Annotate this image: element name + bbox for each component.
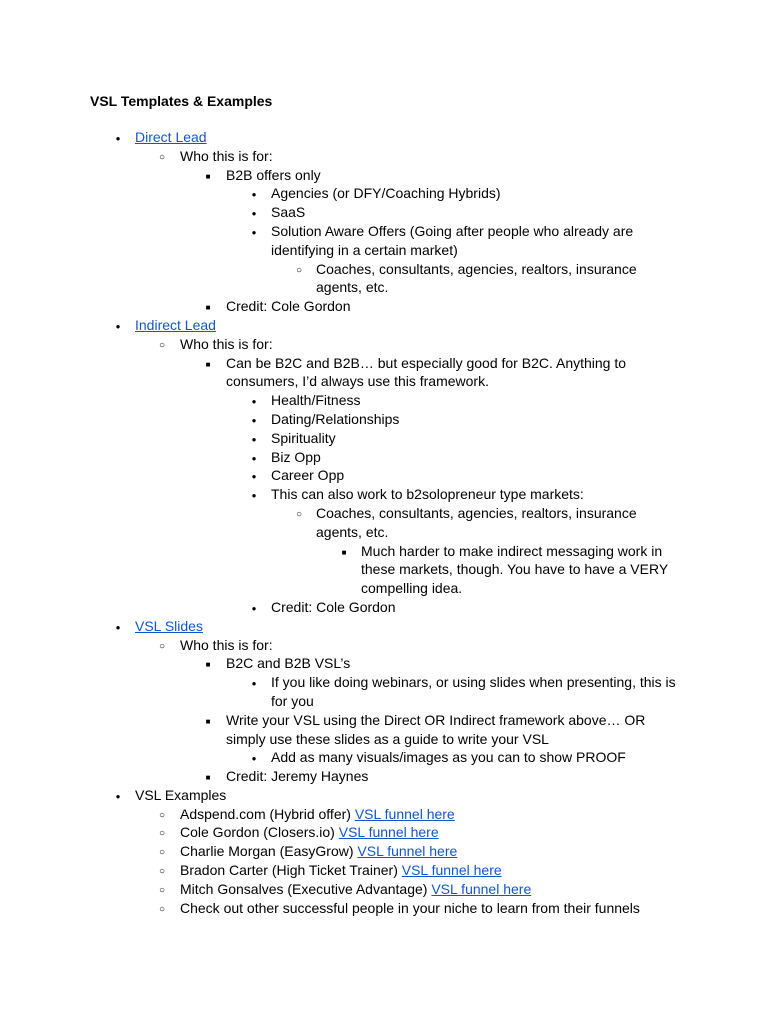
item-label: This can also work to b2solopreneur type markets: bbox=[271, 486, 584, 503]
item-label: Who this is for: bbox=[180, 147, 273, 164]
list-item bbox=[0, 184, 768, 203]
document-title: VSL Templates & Examples bbox=[90, 93, 273, 109]
list-item-text bbox=[135, 128, 768, 147]
list-item bbox=[0, 842, 768, 861]
list-item-text bbox=[180, 805, 768, 824]
list-item-text bbox=[271, 410, 768, 429]
disc-bullet-icon bbox=[247, 598, 261, 619]
circle-bullet-icon bbox=[155, 861, 169, 882]
list-item bbox=[0, 542, 768, 598]
disc-bullet-icon bbox=[247, 448, 261, 469]
square-bullet-icon bbox=[201, 166, 215, 187]
item-label: Career Opp bbox=[271, 467, 345, 484]
list-item bbox=[0, 748, 768, 767]
list-item bbox=[0, 147, 768, 166]
list-item bbox=[0, 767, 768, 786]
circle-bullet-icon bbox=[155, 880, 169, 901]
list-item-text bbox=[316, 504, 768, 542]
circle-bullet-icon bbox=[292, 260, 306, 281]
document-link[interactable]: VSL funnel here bbox=[338, 824, 439, 841]
disc-bullet-icon bbox=[247, 429, 261, 450]
disc-bullet-icon bbox=[247, 391, 261, 412]
item-label: Coaches, consultants, agencies, realtors, insurance agents, etc. bbox=[316, 504, 637, 540]
list-item bbox=[0, 316, 768, 335]
list-item bbox=[0, 354, 768, 392]
list-item bbox=[0, 654, 768, 673]
list-item bbox=[0, 805, 768, 824]
item-label: Can be B2C and B2B… but especially good for B2C. Anything to consumers, I’d always use this framework. bbox=[226, 354, 627, 390]
list-item bbox=[0, 617, 768, 636]
item-label: Spirituality bbox=[271, 429, 336, 446]
item-label: Who this is for: bbox=[180, 335, 273, 352]
list-item-text bbox=[271, 448, 768, 467]
list-item bbox=[0, 222, 768, 260]
list-item-text bbox=[271, 485, 768, 504]
disc-bullet-icon bbox=[247, 184, 261, 205]
document-link[interactable]: VSL funnel here bbox=[357, 843, 458, 860]
list-item-text bbox=[226, 711, 768, 749]
item-label: Write your VSL using the Direct OR Indirect framework above… OR simply use these slides as a guide to write your VSL bbox=[226, 711, 646, 747]
square-bullet-icon bbox=[201, 354, 215, 375]
list-item-text bbox=[226, 297, 768, 316]
list-item bbox=[0, 673, 768, 711]
list-item bbox=[0, 485, 768, 504]
list-item-text bbox=[180, 335, 768, 354]
document-link[interactable]: VSL funnel here bbox=[354, 805, 455, 822]
list-item bbox=[0, 711, 768, 749]
disc-bullet-icon bbox=[111, 316, 125, 337]
list-item-text bbox=[361, 542, 768, 598]
list-item bbox=[0, 786, 768, 805]
list-item bbox=[0, 335, 768, 354]
list-item bbox=[0, 880, 768, 899]
circle-bullet-icon bbox=[155, 899, 169, 920]
list-item-text bbox=[180, 899, 768, 918]
item-label: Bradon Carter (High Ticket Trainer) bbox=[180, 862, 402, 879]
item-label: SaaS bbox=[271, 204, 306, 221]
disc-bullet-icon bbox=[247, 203, 261, 224]
list-item bbox=[0, 598, 768, 617]
list-item-text bbox=[271, 184, 768, 203]
circle-bullet-icon bbox=[155, 842, 169, 863]
list-item-text bbox=[180, 880, 768, 899]
square-bullet-icon bbox=[201, 767, 215, 788]
item-label: Charlie Morgan (EasyGrow) bbox=[180, 843, 358, 860]
disc-bullet-icon bbox=[247, 466, 261, 487]
item-label: Who this is for: bbox=[180, 636, 273, 653]
item-label: Credit: Cole Gordon bbox=[271, 598, 396, 615]
list-item-text bbox=[271, 748, 768, 767]
item-label: Cole Gordon (Closers.io) bbox=[180, 824, 339, 841]
disc-bullet-icon bbox=[247, 673, 261, 694]
list-item bbox=[0, 504, 768, 542]
square-bullet-icon bbox=[201, 654, 215, 675]
circle-bullet-icon bbox=[292, 504, 306, 525]
item-label: B2B offers only bbox=[226, 166, 321, 183]
item-label: Agencies (or DFY/Coaching Hybrids) bbox=[271, 185, 501, 202]
disc-bullet-icon bbox=[111, 786, 125, 807]
list-item-text bbox=[226, 767, 768, 786]
disc-bullet-icon bbox=[111, 128, 125, 149]
list-item-text bbox=[316, 260, 768, 298]
list-item bbox=[0, 391, 768, 410]
list-item-text bbox=[180, 636, 768, 655]
list-item-text bbox=[226, 166, 768, 185]
square-bullet-icon bbox=[201, 297, 215, 318]
square-bullet-icon bbox=[201, 711, 215, 732]
list-item bbox=[0, 297, 768, 316]
list-item-text bbox=[271, 429, 768, 448]
list-item-text bbox=[226, 654, 768, 673]
item-label: Biz Opp bbox=[271, 448, 321, 465]
list-item-text bbox=[271, 391, 768, 410]
list-item-text bbox=[271, 673, 768, 711]
item-label: Check out other successful people in your niche to learn from their funnels bbox=[180, 899, 640, 916]
item-label: VSL Examples bbox=[135, 786, 227, 803]
document-link[interactable]: VSL Slides bbox=[135, 617, 203, 634]
list-item-text bbox=[180, 823, 768, 842]
list-item bbox=[0, 861, 768, 880]
list-item-text bbox=[271, 222, 768, 260]
document-link[interactable]: VSL funnel here bbox=[431, 880, 532, 897]
list-item bbox=[0, 899, 768, 918]
item-label: Coaches, consultants, agencies, realtors, insurance agents, etc. bbox=[316, 260, 637, 296]
list-item-text bbox=[271, 598, 768, 617]
list-item bbox=[0, 429, 768, 448]
list-item-text bbox=[271, 203, 768, 222]
square-bullet-icon bbox=[337, 542, 351, 563]
item-label: B2C and B2B VSL’s bbox=[226, 655, 351, 672]
item-label: If you like doing webinars, or using slides when presenting, this is for you bbox=[271, 674, 676, 709]
list-item bbox=[0, 166, 768, 185]
item-label: Mitch Gonsalves (Executive Advantage) bbox=[180, 880, 432, 897]
list-item bbox=[0, 410, 768, 429]
list-item-text bbox=[226, 354, 768, 392]
circle-bullet-icon bbox=[155, 335, 169, 356]
list-item bbox=[0, 466, 768, 485]
item-label: Adspend.com (Hybrid offer) bbox=[180, 805, 355, 822]
list-item-text bbox=[180, 842, 768, 861]
disc-bullet-icon bbox=[247, 410, 261, 431]
list-item bbox=[0, 128, 768, 147]
circle-bullet-icon bbox=[155, 805, 169, 826]
list-item-text bbox=[135, 786, 768, 805]
circle-bullet-icon bbox=[155, 636, 169, 657]
disc-bullet-icon bbox=[247, 222, 261, 243]
circle-bullet-icon bbox=[155, 147, 169, 168]
disc-bullet-icon bbox=[247, 748, 261, 769]
list-item-text bbox=[135, 316, 768, 335]
list-item bbox=[0, 636, 768, 655]
disc-bullet-icon bbox=[111, 617, 125, 638]
item-label: Much harder to make indirect messaging work in these markets, though. You have to have a VERY compelling idea. bbox=[361, 542, 668, 597]
item-label: Credit: Cole Gordon bbox=[226, 298, 351, 315]
list-item-text bbox=[180, 861, 768, 880]
disc-bullet-icon bbox=[247, 485, 261, 506]
list-item-text bbox=[135, 617, 768, 636]
item-label: Add as many visuals/images as you can to show PROOF bbox=[271, 749, 626, 766]
item-label: Solution Aware Offers (Going after people who already are identifying in a certain market) bbox=[271, 222, 634, 258]
document-link[interactable]: VSL funnel here bbox=[401, 862, 502, 879]
list-item bbox=[0, 448, 768, 467]
item-label: Credit: Jeremy Haynes bbox=[226, 768, 369, 785]
item-label: Health/Fitness bbox=[271, 392, 361, 409]
item-label: Dating/Relationships bbox=[271, 410, 400, 427]
circle-bullet-icon bbox=[155, 823, 169, 844]
outline-list bbox=[0, 128, 768, 917]
document-link[interactable]: Direct Lead bbox=[135, 129, 207, 145]
list-item-text bbox=[180, 147, 768, 166]
list-item bbox=[0, 823, 768, 842]
document-link[interactable]: Indirect Lead bbox=[135, 316, 216, 333]
list-item bbox=[0, 260, 768, 298]
list-item-text bbox=[271, 466, 768, 485]
list-item bbox=[0, 203, 768, 222]
